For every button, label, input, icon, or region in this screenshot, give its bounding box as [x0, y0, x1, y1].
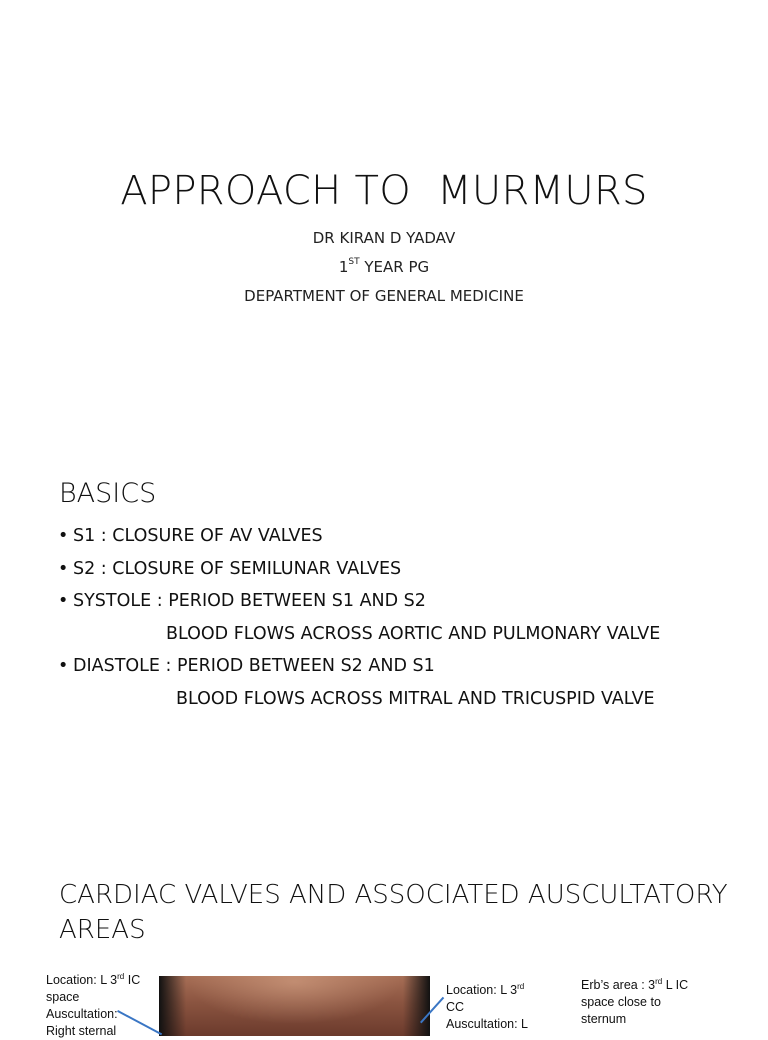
title-slide: [0, 0, 768, 420]
author-name: DR KIRAN D YADAV: [312, 229, 456, 247]
year-superscript: ST: [348, 257, 360, 267]
bullet-item: [58, 591, 426, 611]
bullet-text: SYSTOLE : PERIOD BETWEEN S1 AND S2: [73, 591, 426, 611]
valves-slide: [0, 820, 768, 1039]
author-year: [0, 258, 768, 276]
slide-heading: BASICS: [59, 478, 157, 509]
year-rest: YEAR PG: [359, 258, 430, 276]
middle-area-note: Location: L 3rd CC Auscultation: L: [446, 982, 528, 1032]
bullet-text: S2 : CLOSURE OF SEMILUNAR VALVES: [73, 559, 402, 579]
chest-photo: [159, 976, 430, 1036]
left-area-note: Location: L 3rd IC space Auscultation: Right sternal: [46, 972, 141, 1039]
bullet-text: S1 : CLOSURE OF AV VALVES: [73, 526, 323, 546]
slide-heading: CARDIAC VALVES AND ASSOCIATED AUSCULTATORY AREAS: [59, 880, 728, 945]
diastole-detail: BLOOD FLOWS ACROSS MITRAL AND TRICUSPID VALVE: [176, 689, 655, 709]
basics-slide: [0, 420, 768, 820]
department: DEPARTMENT OF GENERAL MEDICINE: [244, 287, 524, 305]
bullet-text: DIASTOLE : PERIOD BETWEEN S2 AND S1: [73, 656, 435, 676]
bullet-icon: •: [58, 526, 69, 546]
bullet-item: [58, 526, 323, 546]
bullet-icon: •: [58, 591, 69, 611]
erbs-area-note: Erb’s area : 3rd L IC space close to sternum: [581, 977, 689, 1027]
bullet-item: [58, 559, 401, 579]
presentation-title: APPROACH TO MURMURS: [120, 168, 648, 214]
bullet-icon: •: [58, 559, 69, 579]
systole-detail: BLOOD FLOWS ACROSS AORTIC AND PULMONARY VALVE: [166, 624, 661, 644]
year-number: 1: [338, 258, 349, 276]
bullet-icon: •: [58, 656, 69, 676]
bullet-item: [58, 656, 435, 676]
